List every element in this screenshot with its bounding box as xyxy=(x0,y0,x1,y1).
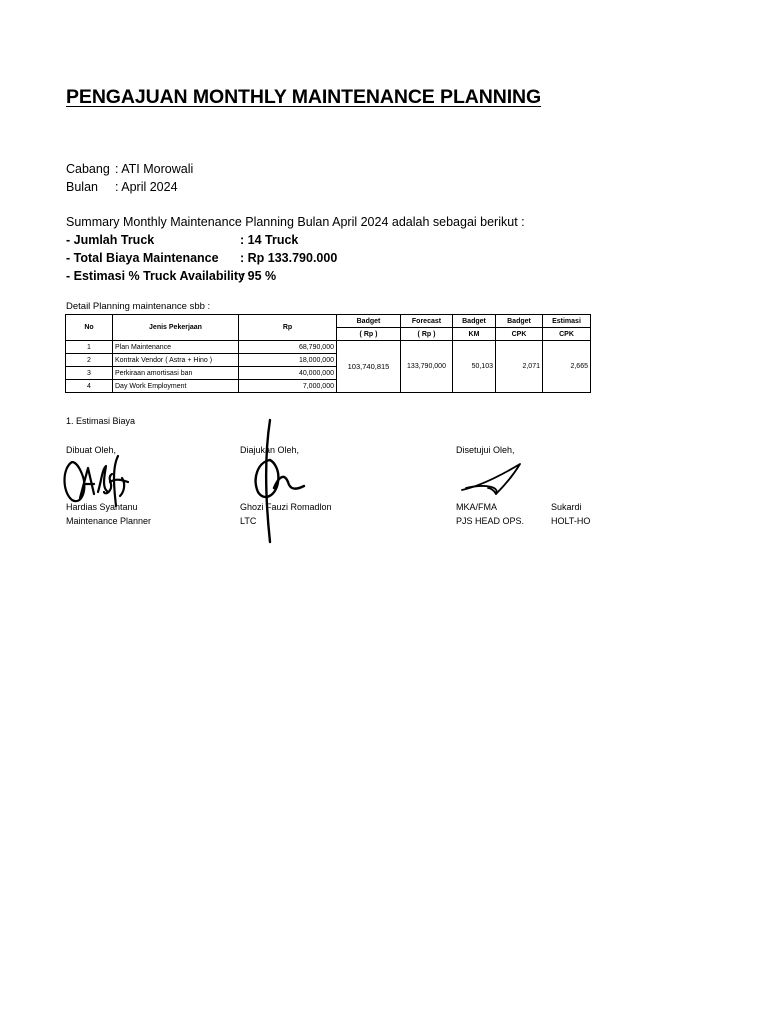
signer-1-name: Hardias Syantanu xyxy=(66,502,138,512)
summary-label-biaya: - Total Biaya Maintenance xyxy=(66,251,219,265)
signature-mka-fma xyxy=(460,462,526,502)
signer-4-name: Sukardi xyxy=(551,502,582,512)
table-header-row xyxy=(66,315,591,328)
summary-intro: Summary Monthly Maintenance Planning Bulan April 2024 adalah sebagai berikut : xyxy=(66,215,525,229)
signer-3-name: MKA/FMA xyxy=(456,502,498,512)
row-rp: 40,000,000 xyxy=(239,367,337,380)
summary-label-availability: - Estimasi % Truck Availability xyxy=(66,269,246,283)
signature-ghozi xyxy=(248,416,308,546)
signature-hardias xyxy=(58,448,138,510)
subheader-badget-cpk: CPK xyxy=(496,328,543,341)
detail-caption: Detail Planning maintenance sbb : xyxy=(66,301,211,312)
row-jenis: Plan Maintenance xyxy=(113,341,239,354)
row-jenis: Kontrak Vendor ( Astra + Hino ) xyxy=(113,354,239,367)
row-no: 4 xyxy=(66,380,113,393)
signer-4-role: HOLT-HO xyxy=(551,516,591,526)
summary-label-truck: - Jumlah Truck xyxy=(66,233,155,247)
subheader-estimasi-cpk: CPK xyxy=(543,328,591,341)
summary-value-biaya: : Rp 133.790.000 xyxy=(240,251,338,265)
signer-2-name: Ghozi Fauzi Romadlon xyxy=(240,502,332,512)
cabang-label: Cabang xyxy=(66,162,110,176)
total-badget-km: 50,103 xyxy=(453,341,496,393)
row-no: 3 xyxy=(66,367,113,380)
dibuat-oleh-label: Dibuat Oleh, xyxy=(66,445,117,455)
row-no: 2 xyxy=(66,354,113,367)
diajukan-oleh-label: Diajukan Oleh, xyxy=(240,445,300,455)
maintenance-detail-table xyxy=(65,314,591,393)
document-title: PENGAJUAN MONTHLY MAINTENANCE PLANNING xyxy=(66,86,542,108)
total-badget-cpk: 2,071 xyxy=(496,341,543,393)
row-jenis: Day Work Employment xyxy=(113,380,239,393)
subheader-badget-km: KM xyxy=(453,328,496,341)
total-badget-rp: 103,740,815 xyxy=(337,341,401,393)
summary-value-truck: : 14 Truck xyxy=(240,233,299,247)
disetujui-oleh-label: Disetujui Oleh, xyxy=(456,445,515,455)
row-jenis: Perkiraan amortisasi ban xyxy=(113,367,239,380)
row-rp: 7,000,000 xyxy=(239,380,337,393)
note-estimasi-biaya: 1. Estimasi Biaya xyxy=(66,416,136,426)
row-rp: 68,790,000 xyxy=(239,341,337,354)
total-estimasi-cpk: 2,665 xyxy=(543,341,591,393)
header-badget-km: Badget xyxy=(453,315,496,328)
signer-2-role: LTC xyxy=(240,516,257,526)
header-jenis-pekerjaan: Jenis Pekerjaan xyxy=(113,315,239,341)
bulan-label: Bulan xyxy=(66,180,98,194)
header-estimasi-cpk: Estimasi xyxy=(543,315,591,328)
cabang-value: : ATI Morowali xyxy=(115,162,194,176)
summary-value-availability: : 95 % xyxy=(240,269,277,283)
table-row xyxy=(66,341,591,354)
header-rp: Rp xyxy=(239,315,337,341)
header-badget-rp: Badget xyxy=(337,315,401,328)
header-no: No xyxy=(66,315,113,341)
signer-3-role: PJS HEAD OPS. xyxy=(456,516,525,526)
total-forecast: 133,790,000 xyxy=(401,341,453,393)
signer-1-role: Maintenance Planner xyxy=(66,516,152,526)
row-no: 1 xyxy=(66,341,113,354)
row-rp: 18,000,000 xyxy=(239,354,337,367)
subheader-forecast: ( Rp ) xyxy=(401,328,453,341)
bulan-value: : April 2024 xyxy=(115,180,178,194)
header-forecast: Forecast xyxy=(401,315,453,328)
header-badget-cpk: Badget xyxy=(496,315,543,328)
subheader-badget-rp: ( Rp ) xyxy=(337,328,401,341)
